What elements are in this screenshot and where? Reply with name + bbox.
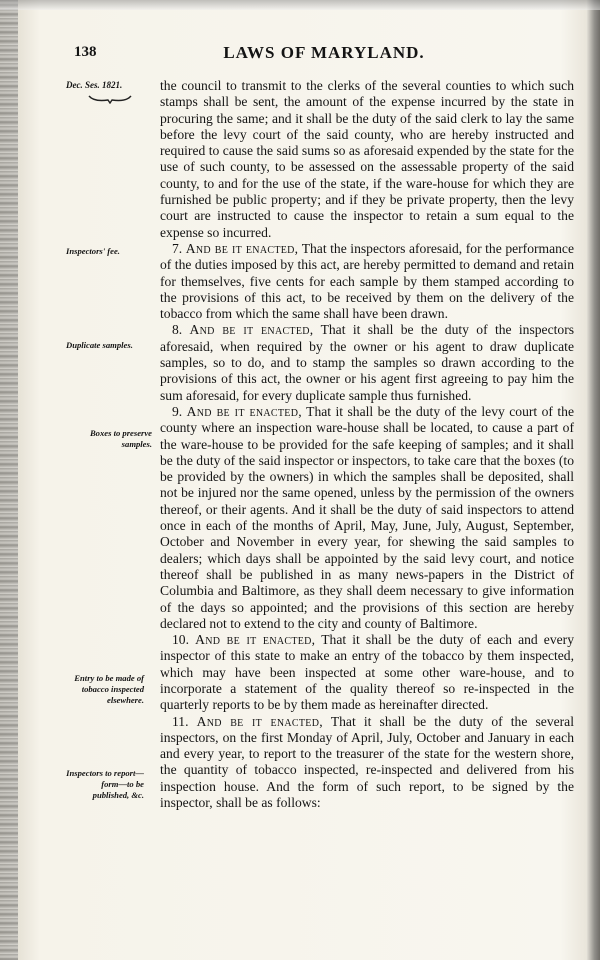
section-7-enact: And be it enacted, — [185, 240, 299, 256]
section-9-enact: And be it enacted, — [186, 403, 302, 419]
section-7-number: 7. — [172, 240, 183, 256]
section-7 — [160, 241, 574, 322]
section-11-number: 11. — [172, 713, 189, 729]
margin-note-boxes: Boxes to preserve samples. — [89, 428, 152, 449]
section-10-number: 10. — [172, 632, 189, 648]
page-number: 138 — [74, 44, 97, 60]
section-10-text: That it shall be the duty of each and every inspector of this state to make an entry of the tobacco by them inspected, which may have been inspected at some other ware-house, and to incorporate a statement of the quality thereof so re-inspected in the quarterly reports to be by them made as hereinafter directed. — [160, 632, 574, 713]
margin-note-report: Inspectors to report—form—to be published, &c. — [66, 768, 144, 800]
section-8-text: That it shall be the duty of the inspectors aforesaid, when required by the owner or his agent to draw duplicate samples, so to do, and to stamp the samples so drawn according to the provisions of this act, the owner or his agent first agreeing to pay him the sum aforesaid, for every duplicate sample thus furnished. — [160, 322, 575, 403]
section-8-number: 8. — [172, 322, 183, 338]
continuation-paragraph: the council to transmit to the clerks of the several counties to which such stamps shall be sent, the amount of the expense incurred by the state in procuring the same; and it shall be the duty of the said clerk to lay the same before the levy court of the said county, who are hereby instructed and required to cause the said sums so as aforesaid expended by the state for the use of such county, to be assessed on the assessable property of the said county, to and for the use of the state, if the ware-house for which they are furnished be public property; and if they be private property, then the levy court are instructed to cause the inspector to retain a sum equal to the expense so incurred. — [160, 78, 574, 240]
section-9-text: That it shall be the duty of the levy court of the county where an inspection ware-house shall be located, to cause a part of the ware-house to be provided for the safe keeping of samples; and it shall be the duty of the said inspector or inspectors, to take care that the boxes (to be provided by the owners) in which the samples shall be deposited, shall not be injured nor the same opened, unless by the permission of the owners thereof, or their agents. And it shall be the duty of said inspectors to attend once in each of the months of April, May, June, July, August, September, October and November in every year, for shewing the said samples to dealers; which days shall be appointed by the said levy court, and notice thereof shall be published in as many news-papers in the District of Columbia and Baltimore, as they shall deem necessary to give information of the days so appointed; and the provisions of this section are hereby declared not to extend to the city and county of Baltimore. — [160, 403, 574, 631]
page-left-edge-shadow — [0, 0, 18, 960]
margin-note-duplicate-samples: Duplicate samples. — [66, 340, 133, 350]
section-9 — [160, 404, 574, 632]
page-top-edge-shadow — [0, 0, 600, 10]
margin-note-session: Dec. Ses. 1821. — [66, 80, 123, 90]
section-8 — [160, 322, 574, 403]
page-right-edge-shadow — [586, 0, 600, 960]
section-10 — [160, 632, 574, 713]
body-text — [160, 78, 574, 811]
section-11-enact: And be it enacted, — [196, 713, 323, 729]
margin-note-entry: Entry to be made of tobacco inspected elsewhere. — [74, 673, 144, 705]
page-header — [74, 44, 574, 68]
section-8-enact: And be it enacted, — [189, 322, 314, 338]
section-10-enact: And be it enacted, — [195, 632, 316, 648]
brace-ornament — [88, 94, 132, 104]
running-head: LAWS OF MARYLAND. — [223, 43, 425, 62]
section-11 — [160, 714, 574, 812]
section-9-number: 9. — [172, 403, 183, 419]
section-7-text: That the inspectors aforesaid, for the performance of the duties imposed by this act, are hereby permitted to demand and retain for themselves, five cents for each sample by them stamped according to the provisions of this act, to be received by them on the delivery of the tobacco from which the same shall have been drawn. — [160, 240, 574, 322]
section-11-text: That it shall be the duty of the several inspectors, on the first Monday of April, July, October and January in each and every year, to report to the treasurer of the state for the western shore, the quantity of tobacco inspected, re-inspected and delivered from his inspection house. And the form of such report, to be signed by the inspector, shall be as follows: — [160, 713, 574, 811]
margin-note-inspectors-fee: Inspectors' fee. — [66, 246, 120, 256]
